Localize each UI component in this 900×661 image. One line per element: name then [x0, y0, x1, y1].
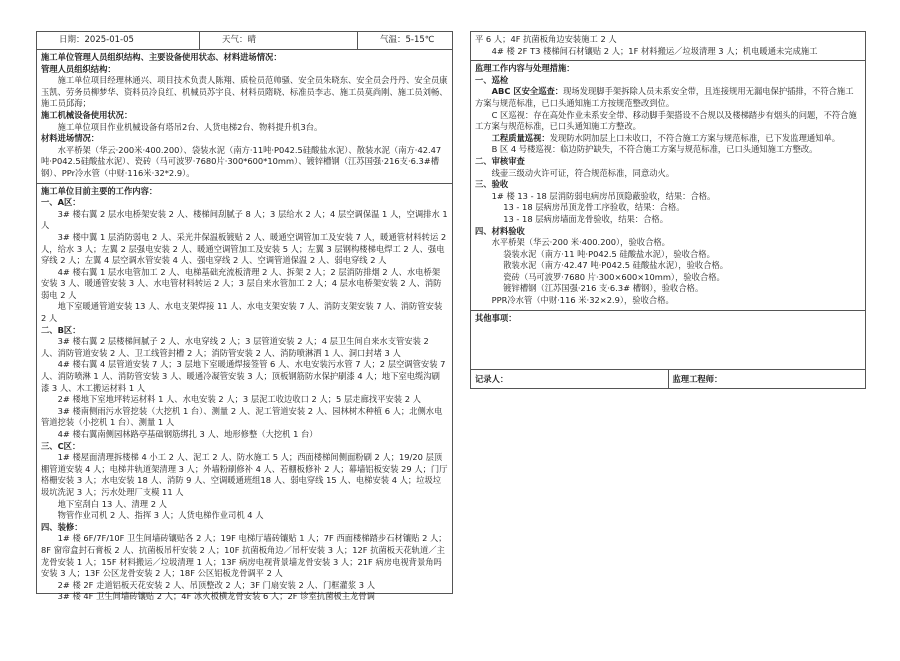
material-acceptance-item: 瓷砖（马可波罗·7680 片·300×600×10mm），验收合格。	[503, 271, 725, 282]
zone-c-item: 地下室刮白 13 人、清理 2 人	[57, 498, 167, 509]
date-label: 日期：	[59, 35, 85, 45]
status-title: 施工单位管理人员组织结构、主要设备使用状态、材料进场情况：	[41, 52, 282, 62]
zone-d-item: 1# 楼 6F/7F/10F 卫生间墙砖镶贴各 2 人；19F 电梯厅墙砖镶贴 1 人；7F 西面楼梯踏步石材镶贴 2 人；8F 窗帘盒封石膏板 2 人、抗菌板吊杆安装 2 人；10F 抗菌板角边／吊杆安装 3 人；12F 抗菌板天花轨道／主龙骨安装 1 人；15F 材料搬运／垃圾清理 1 人；13F 病房电视背景墙龙骨安装 3 人；21F 病房电视背景角吗安装 3 人；13F 公区龙骨安装 2 人；18F 公区铝板龙骨调平 2 人	[41, 533, 447, 579]
zone-c-item: 物管作业司机 2 人、指挥 3 人；人货电梯作业司机 4 人	[57, 510, 264, 521]
material-acceptance-heading: 四、材料验收	[475, 225, 525, 236]
temperature-cell	[358, 32, 452, 49]
log-header-row	[37, 32, 452, 50]
weather-cell	[200, 32, 358, 49]
date-value: 2025-01-05	[84, 35, 134, 45]
material-text: 水平桥架（华云·200米·400.200）、袋装水泥（南方·11吨·P042.5硅酸盐水泥）、散装水泥（南方·42.47吨·P042.5硅酸盐水泥）、瓷砖（马可波罗·7680片·300*600*10mm）、镀锌槽钢（江苏国强·216支·6.3#槽钢）、PPr冷水管（中财·116米·32*2.9）。	[41, 144, 442, 178]
zone-b-item: 3# 楼右翼 2 层楼梯间腻子 2 人、水电穿线 2 人；3 层管道安装 2 人；4 层卫生间自来水支管安装 2 人、消防管道安装 2 人、卫工线管封槽 2 人；消防管安装 2 人、消防喷淋洒 1 人、洞口封堵 3 人	[41, 336, 429, 358]
zone-c-heading: 三、C区：	[41, 440, 81, 451]
inspection-heading: 一、巡检	[475, 74, 509, 85]
other-section	[471, 311, 865, 371]
zone-a-item: 地下室暖通管道安装 13 人、水电支架焊接 11 人、水电支架安装 7 人、消防支架安装 7 人、消防管安装 2 人	[41, 301, 443, 324]
weather-label: 天气：	[222, 35, 248, 45]
zone-b-heading: 二、B区：	[41, 324, 81, 335]
machine-text: 施工单位项目作业机械设备有塔吊2台、人货电梯2台、物料提升机3台。	[57, 121, 323, 132]
engineer-label: 监理工程师：	[672, 374, 723, 385]
inspection-item: C 区巡视：存在高处作业未系安全带、移动脚手架搭设不合规以及楼梯踏步有烟头的问题，不符合施工方案与规范标准，已口头通知施工方整改。	[475, 109, 857, 132]
zone-b-item: 2# 楼地下室地坪转运材料 1 人、水电安装 2 人；3 层泥工收边收口 2 人；5 层走廊找平安装 2 人	[57, 394, 421, 405]
other-content-area	[475, 324, 861, 366]
zone-b-item: 4# 楼右翼南侧园林路亭基础钢筋绑扎 3 人、地形修整（大挖机 1 台）	[57, 429, 318, 439]
zone-a-item: 3# 楼右翼 2 层水电桥架安装 2 人、楼梯间刮腻子 8 人；3 层给水 2 人；4 层空调保温 1 人，空调排水 1 人	[41, 208, 448, 231]
engineer-cell	[669, 370, 866, 388]
zone-d-item: 3# 楼 4F 卫生间墙砖镶贴 2 人；4F 冰火板横龙骨安装 6 人；2F 诊室抗菌板主龙骨调	[57, 591, 375, 602]
inspection-item-label: 工程质量巡视：	[491, 132, 550, 143]
other-title: 其他事项：	[475, 312, 517, 323]
review-heading: 二、审核审查	[475, 155, 525, 166]
supervision-title: 监理工作内容与处理措施：	[475, 63, 575, 74]
zone-a-heading: 一、A区：	[41, 197, 81, 208]
inspection-item-text: 发现防水阴加层上口未收口，不符合施工方案与规范标准，已下发监理通知单。	[549, 132, 841, 143]
continued-work-line: 平 6 人；4F 抗菌板角边安装施工 2 人	[475, 34, 617, 44]
recorder-label: 记录人：	[475, 374, 509, 385]
material-acceptance-item: 镀锌槽钢（江苏国强·216 支·6.3# 槽钢），验收合格。	[503, 283, 704, 294]
zone-b-item: 4# 楼右翼 4 层管道安装 7 人；3 层地下室暖通焊接签管 6 人、水电安装污水管 7 人；2 层空调管安装 7 人、消防喷淋 1 人、消防管安装 3 人、暖通冷凝管安装 3 人；顶板钢筋防水保护刷漆 4 人；地下室电缆沟刷漆 3 人、木工搬运材料 1 人	[41, 359, 446, 393]
acceptance-item: 1# 楼 13 - 18 层消防弱电病房吊顶隐蔽验收，结果：合格。	[491, 190, 716, 201]
temperature-value: 5-15℃	[405, 35, 435, 45]
zone-d-heading: 四、装修：	[41, 521, 83, 532]
zone-a-item: 4# 楼右翼 1 层水电管加工 2 人、电梯基础充流板清理 2 人、拆架 2 人；2 层消防排烟 2 人、水电桥架安装 3 人、暖通管安装 3 人、水电管材料转运 2 人；3 层自来水管加工 2 人；4 层水电桥架安装 2 人、消防弱电 2 人	[41, 266, 442, 300]
inspection-item	[475, 133, 861, 145]
log-right-column	[470, 31, 866, 389]
zone-b-item: 3# 楼南侧雨污水管挖装（大挖机 1 台）、测量 2 人、泥工管道安装 2 人、园林树木种植 6 人；北侧水电管道挖装（小挖机 1 台）、测量 1 人	[41, 405, 443, 428]
material-acceptance-item: 散装水泥（南方·42.47 吨·P042.5 硅酸盐水泥），验收合格。	[503, 260, 729, 271]
material-acceptance-item: 袋装水泥（南方·11 吨·P042.5 硅酸盐水泥），验收合格。	[503, 248, 715, 259]
material-acceptance-item: 水平桥架（华云·200 米·400.200），验收合格。	[491, 237, 670, 248]
work-section	[37, 184, 452, 602]
inspection-item-text: 现场发现脚手架拆除人员未系安全带，且连接规用无漏电保护插排，不符合施工方案与规范标准，已口头通知施工方按规范整改到位。	[475, 86, 854, 108]
acceptance-heading: 三、验收	[475, 179, 509, 190]
inspection-item: B 区 4 号楼巡视：临边防护缺失，不符合施工方案与规范标准，已口头通知施工方整改。	[491, 144, 818, 155]
date-cell	[37, 32, 200, 49]
signature-row	[471, 370, 865, 388]
material-acceptance-item: PPR冷水管（中财·116 米·32×2.9），验收合格。	[491, 295, 674, 306]
inspection-item	[475, 86, 861, 109]
zone-d-item: 2# 楼 2F 走道铝板天花安装 2 人、吊顶整改 2 人；3F 门扇安装 2 人、门框灌浆 3 人	[57, 579, 376, 590]
acceptance-item: 13 - 18 层病房墙面龙骨验收，结果：合格。	[503, 213, 668, 224]
acceptance-item: 13 - 18 层病房吊顶龙骨工序验收，结果：合格。	[503, 202, 685, 213]
zone-a-item: 3# 楼中翼 1 层消防弱电 2 人、采光井保温板镀贴 2 人、暖通空调管加工及安装 7 人，暖通管材料转运 2 人，给水 3 人；左翼 2 层强电安装 2 人、暖通空调管加工及安装 5 人；左翼 3 层钢构楼梯电焊工 2 人、强电穿线 2 人；左翼 4 层空调水管安装 4 人、强电穿线 2 人、空调管道保温 2 人、弱电穿线 2 人	[41, 231, 447, 266]
staff-text: 施工单位项目经理林通兴、项目技术负责人陈翔、质检员范帅骚、安全员朱晓东、安全员会丹丹、安全员康玉凯、劳务员柳梦华、资料员冷良红、机械员苏宇良、材料员隋晓、标准员李志、施工员莫尚刚、施工员刘畅、施工员邱海；	[41, 75, 448, 109]
continued-work-section	[471, 32, 865, 61]
work-title: 施工单位目前主要的工作内容：	[41, 185, 158, 196]
temperature-label: 气温：	[380, 35, 406, 45]
machine-title: 施工机械设备使用状况：	[41, 109, 133, 120]
status-section	[37, 50, 452, 184]
supervision-section	[471, 61, 865, 310]
continued-work-line: 4# 楼 2F T3 楼梯间石材镶贴 2 人；1F 材料搬运／垃圾清理 3 人；机电暖通未完成施工	[491, 45, 818, 56]
recorder-cell	[471, 370, 669, 388]
zone-c-item: 1# 楼屋面清理拆楼梯 4 小工 2 人、泥工 2 人、防水施工 5 人；西面楼梯间侧面粉刷 2 人；19/20 层顶棚管道安装 4 人；电梯井轨道架清理 3 人；外墙粉刷修补 4 人、若棚板修补 2 人；幕墙铝板安装 29 人；门厅格栅安装 3 人；水电安装 18 人、消防 9 人、空调暖通班组18 人、弱电穿线 15 人、电梯安装 4 人；垃圾垃圾坑洗泥 3 人；污水处理厂支模 11 人	[41, 452, 448, 497]
weather-value: 晴	[247, 35, 257, 45]
staff-title: 管理人员组织结构：	[41, 63, 116, 74]
material-title: 材料进场情况：	[41, 133, 100, 144]
review-item: 线壶三级动火许可证，符合规范标准，同意动火。	[491, 167, 675, 178]
log-left-column	[36, 31, 453, 602]
inspection-item-label: ABC 区安全巡查：	[491, 86, 564, 97]
